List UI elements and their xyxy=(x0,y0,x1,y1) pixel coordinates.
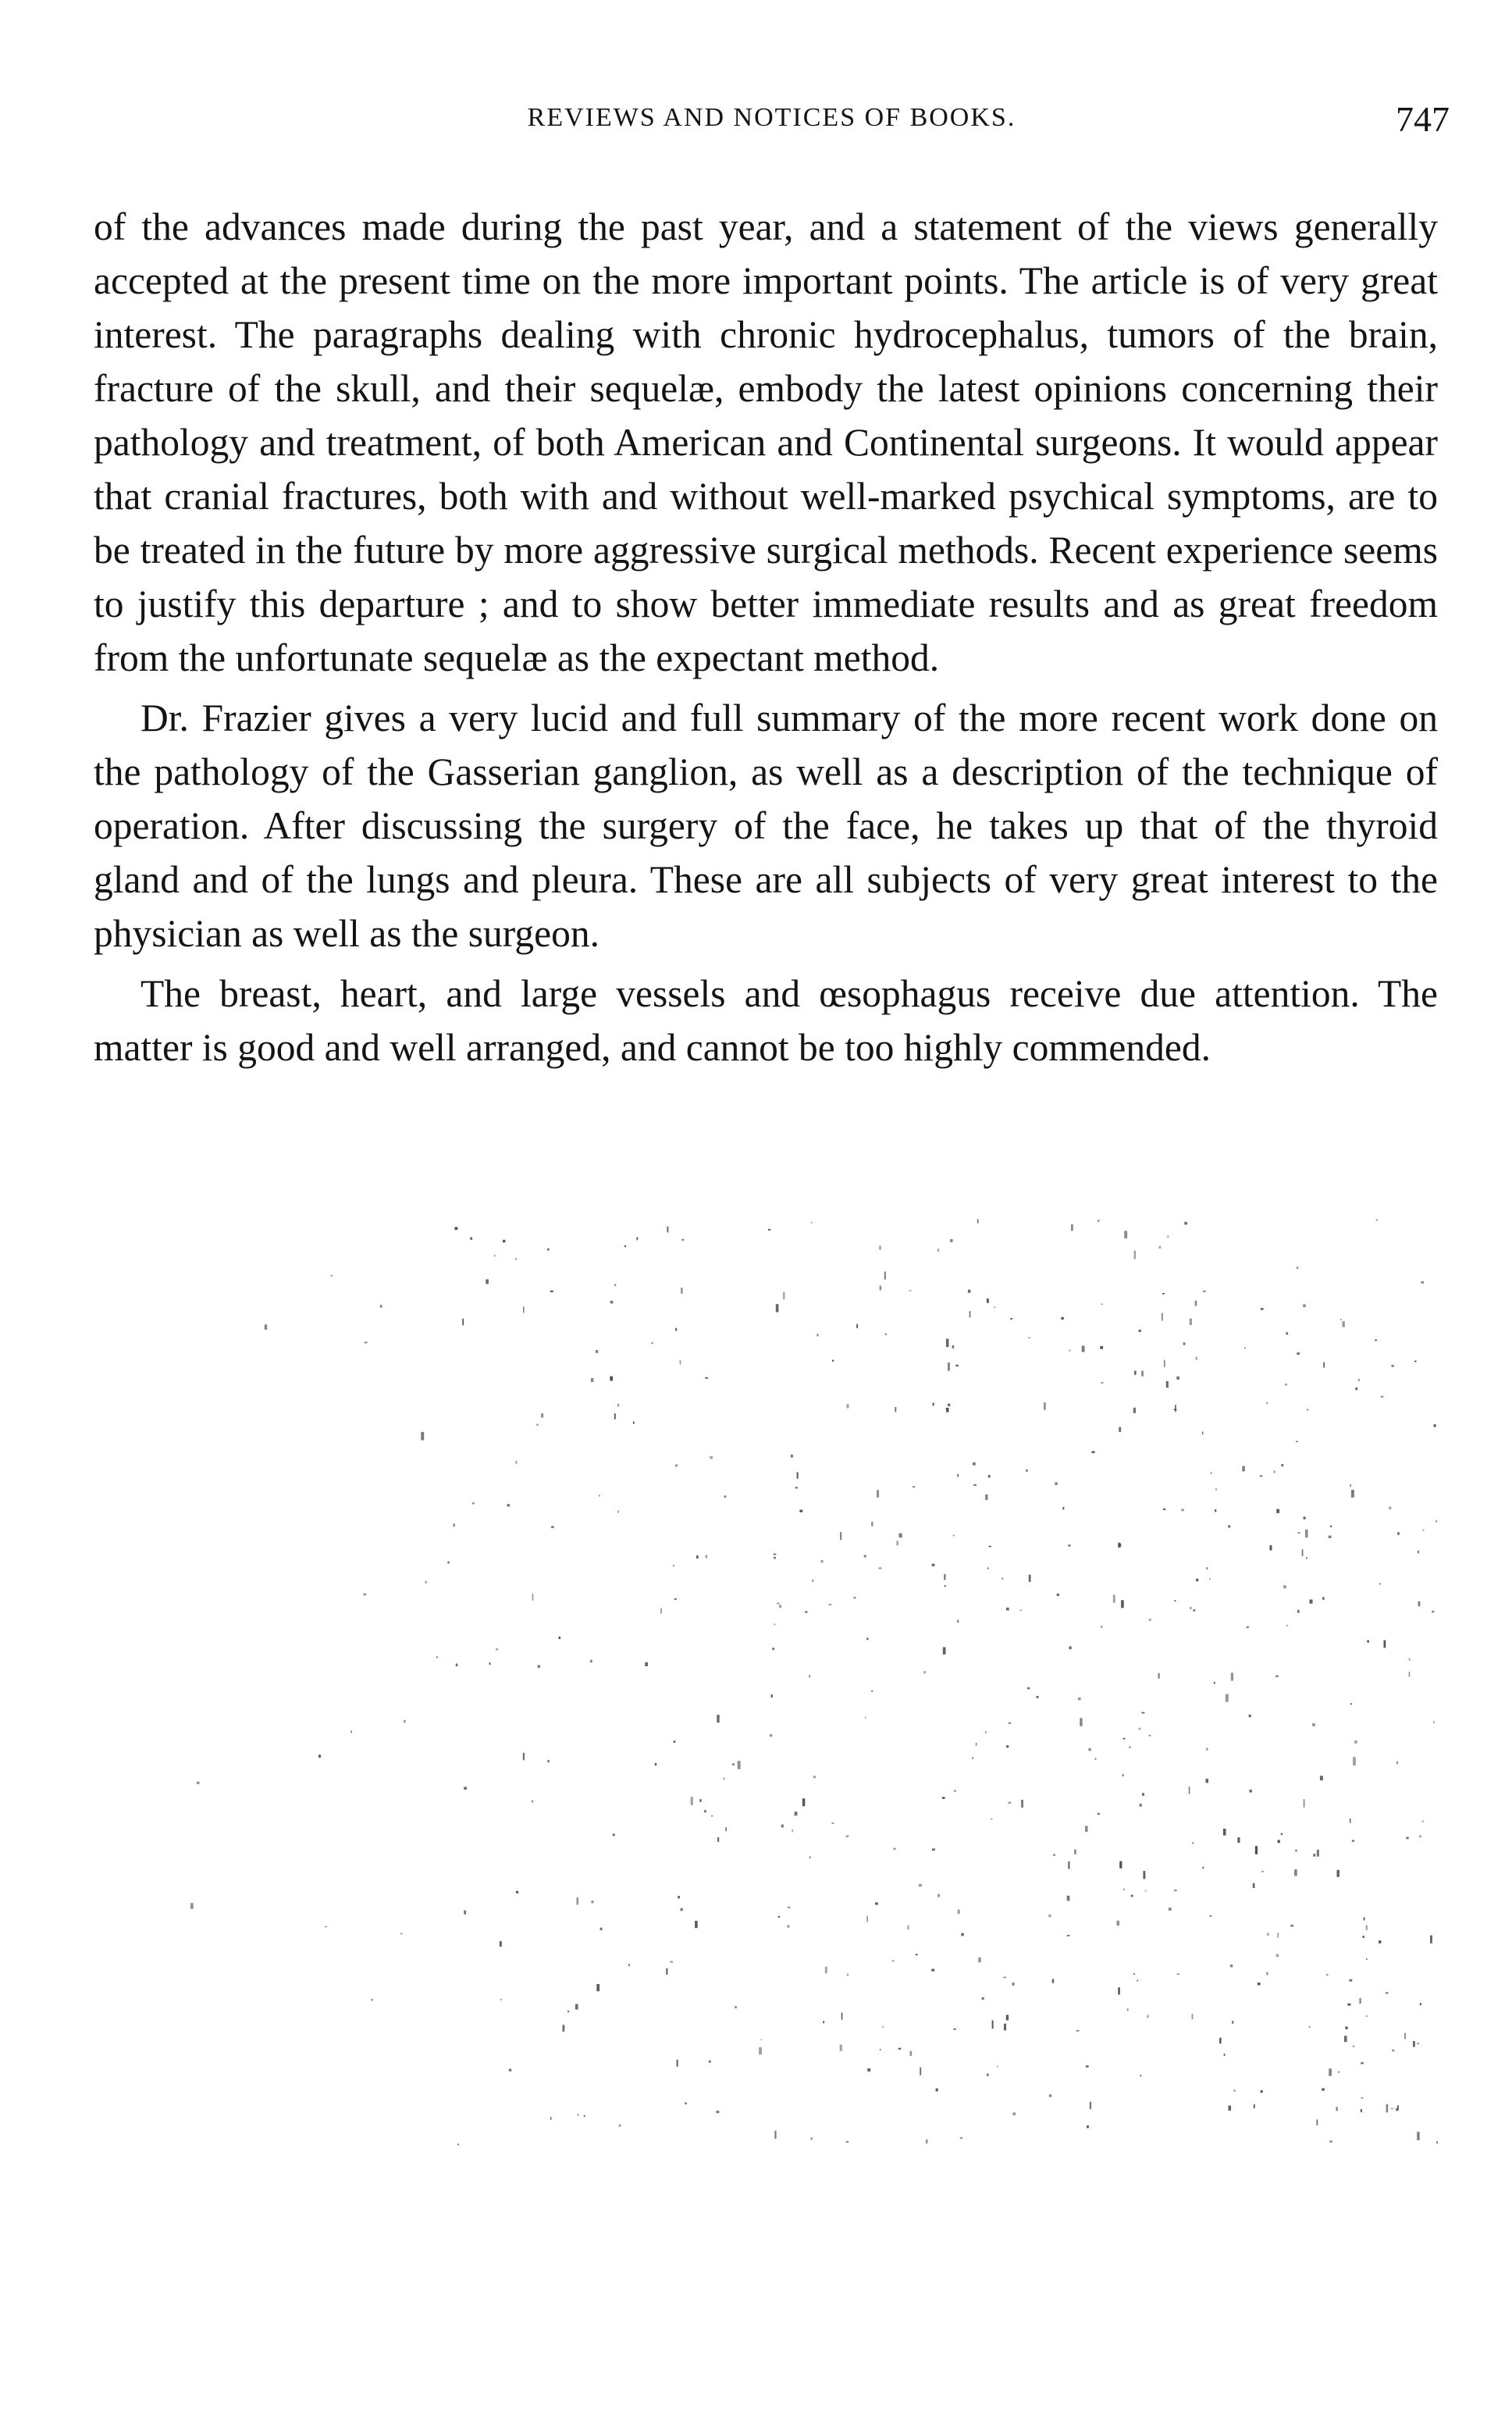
running-title: REVIEWS AND NOTICES OF BOOKS. xyxy=(527,103,1016,132)
body-text xyxy=(94,200,1438,1081)
page-number: 747 xyxy=(1396,99,1450,139)
paragraph-frazier: Dr. Frazier gives a very lucid and full summary of the more recent work done on the pathology of the Gasserian ganglion, as well as a description of the technique of operation. After discussing the surgery of the face, he takes up that of the thyroid gland and of the lungs and pleura. These are all subjects of very great interest to the physician as well as the surgeon. xyxy=(94,696,1438,955)
running-head xyxy=(94,99,1450,150)
paragraph-continued: of the advances made during the past year, and a statement of the views generally accepted at the present time on the more important points. The article is of very great interest. The paragraphs dealing with chronic hydrocephalus, tumors of the brain, fracture of the skull, and their sequelæ, embody the latest opinions concerning their pathology and treatment, of both American and Continental surgeons. It would appear that cranial fractures, both with and without well-marked psychical symptoms, are to be treated in the future by more aggressive surgical methods. Recent experience seems to justify this departure ; and to show better immediate results and as great freedom from the unfortunate sequelæ as the expectant method. xyxy=(94,205,1438,679)
paragraph-breast-heart: The breast, heart, and large vessels and œsophagus receive due attention. The matter is good and well arranged, and cannot be too highly commended. xyxy=(94,972,1438,1069)
